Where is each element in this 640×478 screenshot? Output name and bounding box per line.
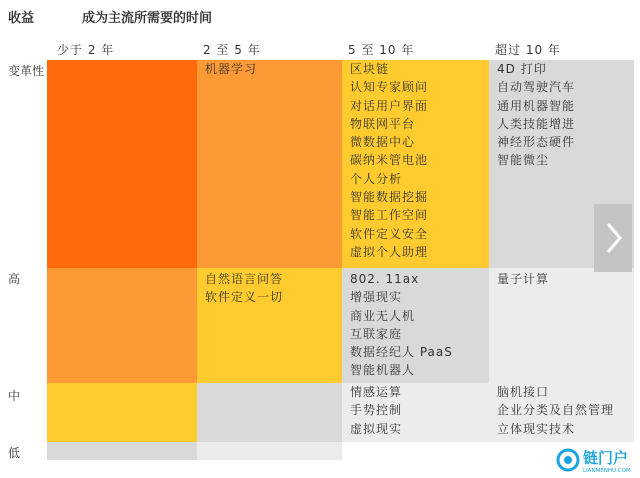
technology-item: 机器学习 [205, 62, 258, 76]
matrix-cell-r1-c0 [47, 268, 197, 383]
column-header-3: 超过 10 年 [495, 43, 561, 57]
technology-item: 数据经纪人 PaaS [350, 345, 453, 360]
matrix-cell-r2-c0 [47, 383, 197, 442]
column-header-0: 少于 2 年 [57, 43, 115, 57]
cell-item-list [205, 270, 342, 307]
matrix-cell-r0-c0 [47, 60, 197, 268]
technology-item: 商业无人机 [350, 308, 416, 323]
cell-item-list [497, 270, 634, 288]
technology-item: 情感运算 [350, 385, 403, 399]
technology-item: 认知专家顾问 [350, 80, 429, 95]
matrix-cell-r2-c2 [342, 383, 489, 442]
technology-item: 智能工作空间 [350, 208, 429, 223]
technology-item: 手势控制 [350, 403, 403, 418]
technology-item: 通用机器智能 [497, 98, 576, 113]
matrix-cell-r1-c2 [342, 268, 489, 383]
cell-item-list [350, 270, 489, 380]
technology-item: 802. 11ax [350, 272, 420, 286]
chevron-right-icon [594, 204, 632, 272]
matrix-cell-r2-c1 [197, 383, 342, 442]
cell-item-list [350, 383, 489, 438]
cell-item-list [205, 60, 342, 78]
matrix-cell-r3-c1 [197, 442, 342, 460]
technology-item: 自然语言问答 [205, 272, 284, 286]
technology-item: 智能数据挖掘 [350, 190, 429, 205]
column-header-2: 5 至 10 年 [348, 43, 415, 57]
row-header-0: 变革性 [8, 64, 45, 78]
row-header-1: 高 [8, 272, 21, 286]
matrix-cell-r3-c0 [47, 442, 197, 460]
technology-item: 企业分类及自然管理 [497, 403, 615, 418]
header-right-label: 成为主流所需要的时间 [82, 11, 213, 26]
cell-item-list [497, 60, 634, 170]
svg-text:链门户: 链门户 [583, 449, 629, 467]
technology-item: 个人分析 [350, 171, 403, 186]
technology-item: 软件定义安全 [350, 226, 429, 241]
row-header-2: 中 [8, 389, 21, 403]
next-slide-button[interactable] [594, 204, 632, 272]
header-left-label: 收益 [8, 11, 35, 26]
matrix-cell-r1-c1 [197, 268, 342, 383]
technology-item: 增强现实 [350, 290, 403, 305]
technology-item: 脑机接口 [497, 385, 550, 399]
technology-item: 微数据中心 [350, 135, 416, 150]
cell-item-list [497, 383, 634, 438]
technology-item: 4D 打印 [497, 62, 547, 76]
technology-item: 虚拟现实 [350, 421, 403, 436]
technology-item: 碳纳米管电池 [350, 153, 429, 168]
column-header-1: 2 至 5 年 [203, 43, 261, 57]
technology-item: 智能微尘 [497, 153, 550, 168]
svg-text:LIANMENHU.COM: LIANMENHU.COM [583, 468, 631, 474]
matrix-cell-r2-c3 [489, 383, 634, 442]
cell-item-list [350, 60, 489, 261]
technology-item: 神经形态硬件 [497, 135, 576, 150]
technology-item: 物联网平台 [350, 116, 416, 131]
technology-item: 智能机器人 [350, 363, 416, 378]
matrix-cell-r3-c2 [342, 442, 489, 460]
technology-item: 虚拟个人助理 [350, 244, 429, 259]
technology-item: 量子计算 [497, 272, 550, 286]
technology-item: 立体现实技术 [497, 421, 576, 436]
technology-item: 自动驾驶汽车 [497, 80, 576, 95]
matrix-cell-r1-c3 [489, 268, 634, 383]
technology-item: 人类技能增进 [497, 116, 576, 131]
technology-item: 对话用户界面 [350, 98, 429, 113]
watermark-logo [555, 446, 637, 474]
technology-item: 软件定义一切 [205, 290, 284, 305]
technology-item: 互联家庭 [350, 326, 403, 341]
row-header-3: 低 [8, 446, 21, 460]
matrix-cell-r0-c2 [342, 60, 489, 268]
matrix-cell-r0-c1 [197, 60, 342, 268]
technology-item: 区块链 [350, 62, 390, 76]
